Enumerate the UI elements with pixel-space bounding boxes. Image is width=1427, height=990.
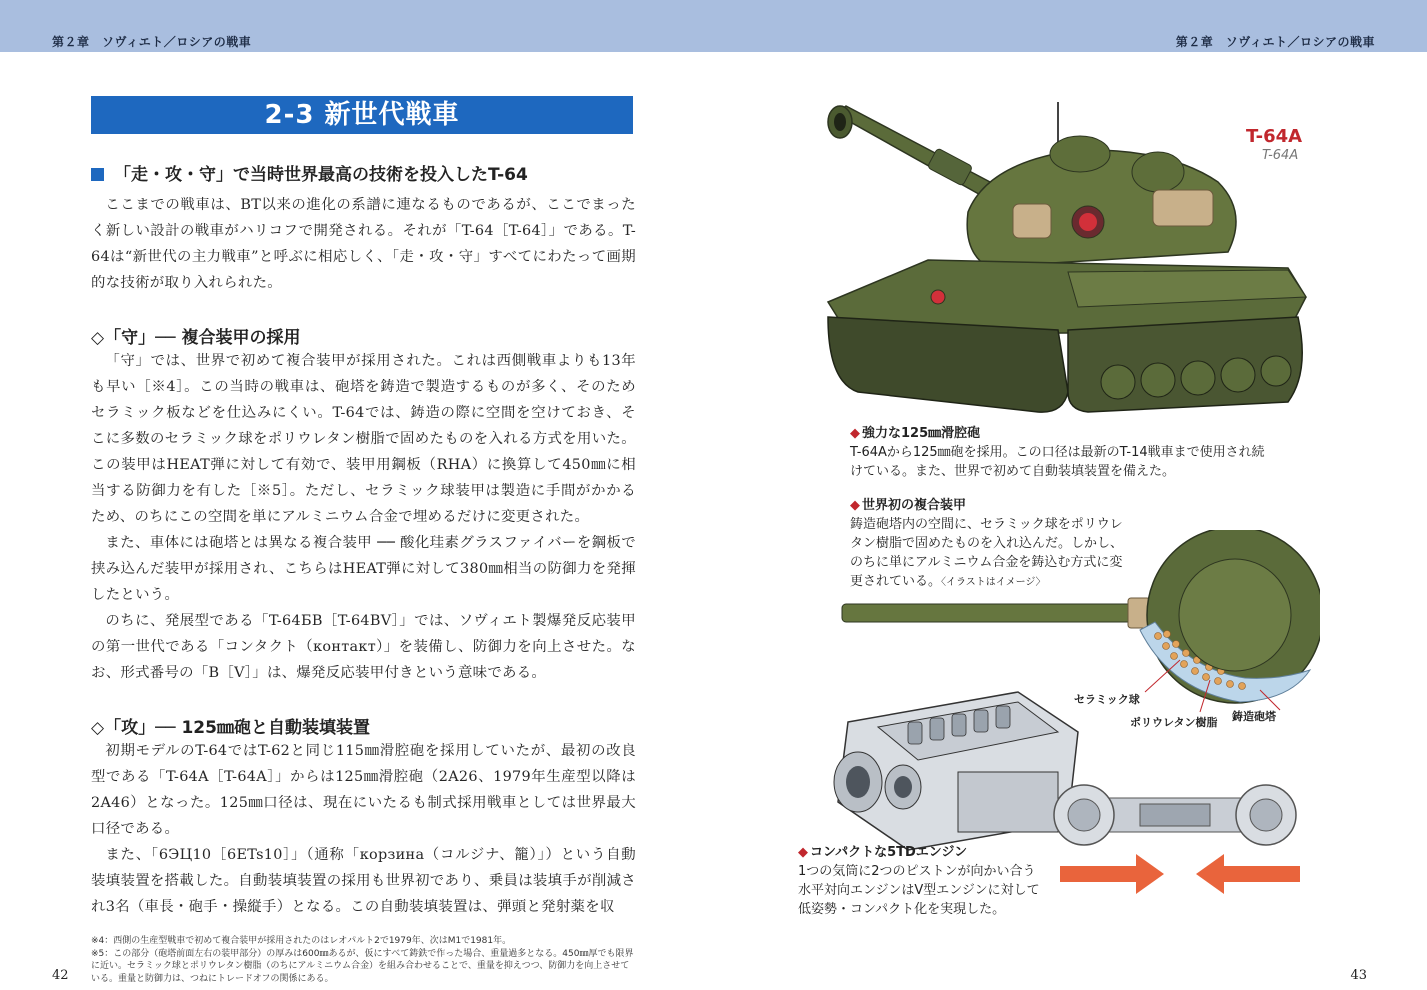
attack-heading: ◇「攻」── 125㎜砲と自動装填装置 [91, 718, 370, 738]
tank-turret [967, 136, 1236, 267]
running-head-left: 第２章 ソヴィエト／ロシアの戦車 [52, 35, 252, 49]
page-number-left: 42 [52, 968, 69, 983]
attack-paragraph-1: 初期モデルのT-64ではT-62と同じ115㎜滑腔砲を採用していたが、最初の改良型である「T-64A［T-64A］」からは125㎜滑腔砲（2A26、1979年生産型以降は2A46）となった。125㎜口径は、現在にいたるも制式採用戦車としては世界最大口径である。 [91, 743, 636, 837]
caption-armor-text: 鋳造砲塔内の空間に、セラミック球をポリウレタン樹脂で固めたものを入れ込んだ。しかし、のちに単にアルミニウム合金を鋳込む方式に変更されている。 [850, 517, 1124, 589]
callout-polyurethane: ポリウレタン樹脂 [1130, 716, 1218, 729]
attack-body [91, 738, 636, 920]
caption-engine-title [798, 843, 1046, 862]
footnote-4: ※4：西側の生産型戦車で初めて複合装甲が採用されたのはレオパルト2で1979年、次はM1で1981年。 [91, 936, 512, 946]
defense-body [91, 348, 636, 686]
tank-sublabel: T-64A [1262, 148, 1299, 163]
engine-illustration [818, 672, 1088, 852]
turret-inner [1179, 559, 1291, 671]
defense-paragraph-3: のちに、発展型である「T-64БВ［T-64BV］」では、ソヴィエト製爆発反応装甲の第一世代である「コンタクト（контакт）」を装備し、防御力を向上させた。なお、形式番号の「В［V］」は、爆発反応装甲付きという意味である。 [91, 613, 636, 681]
tank-illustration [818, 92, 1318, 422]
footnotes [91, 935, 636, 985]
caption-armor-note: 〈イラストはイメージ〉 [941, 577, 1046, 588]
callout-cast-turret: 鋳造砲塔 [1232, 710, 1276, 723]
caption-gun-title-text: 強力な125㎜滑腔砲 [862, 426, 981, 441]
gun-barrel-cutaway [842, 604, 1142, 622]
arrow-right-icon [1060, 854, 1164, 894]
red-diamond-icon: ◆ [850, 498, 860, 513]
caption-engine-title-text: コンパクトな5TDエンジン [810, 845, 968, 860]
defense-paragraph-2: また、車体には砲塔とは異なる複合装甲 ── 酸化珪素グラスファイバーを鋼板で挟み込んだ装甲が採用され、こちらはHEAT弾に対して380㎜相当の防御力を発揮したという。 [91, 535, 636, 603]
intro-paragraph [91, 192, 636, 296]
running-head-right: 第２章 ソヴィエト／ロシアの戦車 [1175, 35, 1375, 49]
caption-armor-title-text: 世界初の複合装甲 [862, 498, 967, 513]
page-number-right: 43 [1350, 968, 1367, 983]
opposed-piston-diagram [1050, 780, 1300, 850]
footnote-5: ※5：この部分（砲塔前面左右の装甲部分）の厚みは600㎜あるが、仮にすべて鋳鉄で作った場合、重量過多となる。450㎜厚でも限界に近い。セラミック球とポリウレタン樹脂（のちにアルミニウム合金）を組み合わせることで、重量を抑えつつ、防御力を向上させている。重量と防御力は、つねにトレードオフの関係にある。 [91, 948, 634, 984]
tank-label: T-64A [1246, 126, 1303, 147]
caption-armor-title [850, 496, 1128, 515]
red-diamond-icon: ◆ [850, 426, 860, 441]
defense-paragraph-1: 「守」では、世界で初めて複合装甲が採用された。これは西側戦車よりも13年も早い［※4］。この当時の戦車は、砲塔を鋳造で製造するものが多く、そのためセラミック板などを仕込みにくい。T-64では、鋳造の際に空間を空けておき、そこに多数のセラミック球をポリウレタン樹脂で固めたものを入れる方式を用いた。この装甲はHEAT弾に対して有効で、装甲用鋼板（RHA）に換算して450㎜に相当する防御力を有した［※5］。ただし、セラミック球装甲は製造に手間がかかるため、のちにこの空間を単にアルミニウム合金で埋めるだけに変更された。 [91, 353, 636, 525]
caption-gun-title [850, 424, 1270, 443]
caption-gun [850, 424, 1270, 481]
compression-arrows [1060, 852, 1300, 896]
callout-ceramic: セラミック球 [1074, 693, 1140, 706]
red-diamond-icon: ◆ [798, 845, 808, 860]
attack-paragraph-2: また、「6ЭЦ10［6ETs10］」（通称「корзина（コルジナ、籠）」）という自動装填装置を搭載した。自動装填装置の採用も世界初であり、乗員は装填手が削減され3名（車長・砲手・操縦手）となる。この自動装填装置は、弾頭と発射薬を収 [91, 847, 636, 915]
arrow-left-icon [1196, 854, 1300, 894]
caption-engine-text: 1つの気筒に2つのピストンが向かい合う水平対向エンジンはV型エンジンに対して低姿勢・コンパクト化を実現した。 [798, 864, 1040, 917]
intro-text: ここまでの戦車は、BT以来の進化の系譜に連なるものであるが、ここでまったく新しい設計の戦車がハリコフで開発される。それが「T-64［T-64］」である。T-64は“新世代の主力戦車”と呼ぶに相応しく、「走・攻・守」すべてにわたって画期的な技術が取り入れられた。 [91, 197, 636, 291]
square-bullet-icon [91, 168, 104, 181]
defense-heading: ◇「守」── 複合装甲の採用 [91, 328, 301, 348]
subtitle [91, 160, 528, 185]
section-title: 2-3 新世代戦車 [91, 96, 633, 134]
subtitle-text: 「走・攻・守」で当時世界最高の技術を投入したT-64 [114, 165, 528, 185]
caption-gun-text: T-64Aから125㎜砲を採用。この口径は最新のT-14戦車まで使用され続けている。また、世界で初めて自動装填装置を備えた。 [850, 445, 1265, 479]
caption-engine [798, 843, 1046, 919]
